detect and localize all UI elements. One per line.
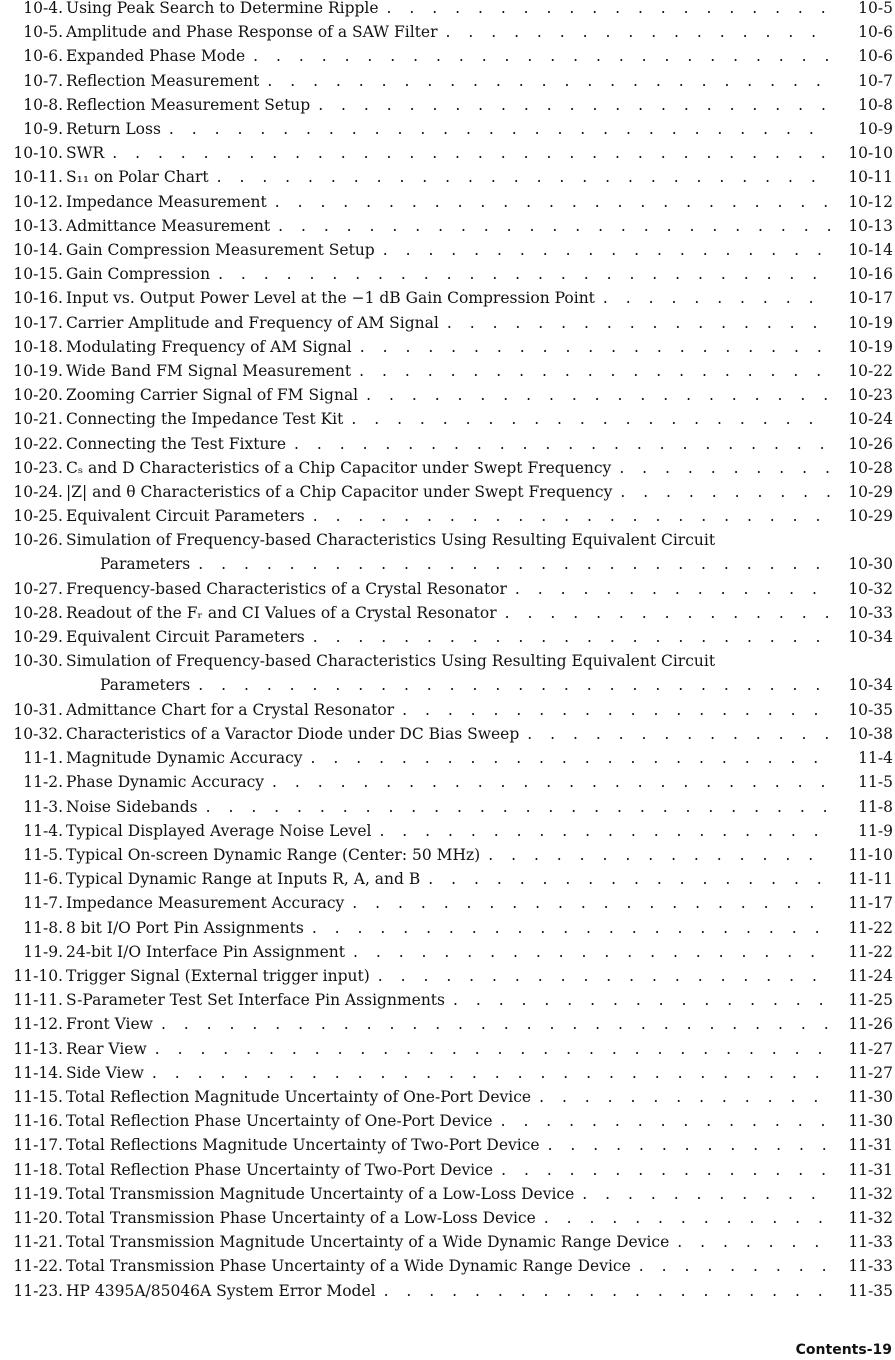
dot-leader xyxy=(66,580,832,598)
figure-number: 11-18. xyxy=(13,1160,63,1179)
page-number: 10-30 xyxy=(844,555,893,573)
dot-leader xyxy=(66,0,832,17)
page-number: 10-32 xyxy=(844,580,893,598)
toc-entry[interactable] xyxy=(0,72,895,96)
toc-entry[interactable] xyxy=(0,1064,895,1088)
figure-number: 10-24. xyxy=(13,483,63,501)
toc-entry[interactable] xyxy=(0,628,895,652)
figure-title: Return Loss xyxy=(66,120,161,138)
page-number: 11-22 xyxy=(844,919,893,937)
dot-leader xyxy=(100,676,832,694)
figure-number: 10-9. xyxy=(23,120,63,138)
figure-number: 10-19. xyxy=(13,362,63,380)
figure-number: 10-30. xyxy=(13,652,63,671)
dot-leader xyxy=(66,1088,832,1106)
figure-title: SWR xyxy=(66,144,105,163)
figure-number: 10-6. xyxy=(23,47,63,66)
figure-number: 10-29. xyxy=(13,628,63,647)
toc-entry[interactable] xyxy=(0,1088,895,1112)
page-number: 11-22 xyxy=(844,943,893,961)
figure-number: 10-8. xyxy=(23,95,63,114)
figure-title: Input vs. Output Power Level at the −1 dB Gain Compression Point xyxy=(66,289,595,308)
figure-title-continued: Parameters xyxy=(100,555,191,574)
dot-leader xyxy=(66,1233,832,1251)
figure-number: 11-19. xyxy=(13,1184,63,1203)
figure-title: Typical Displayed Average Noise Level xyxy=(66,821,372,840)
page-number: 11-35 xyxy=(844,1282,893,1300)
page-number: 10-17 xyxy=(844,289,893,307)
figure-number: 11-4. xyxy=(23,821,63,840)
toc-entry[interactable] xyxy=(0,0,895,23)
figure-title: Zooming Carrier Signal of FM Signal xyxy=(66,386,359,405)
dot-leader xyxy=(66,1161,832,1179)
toc-entry[interactable] xyxy=(0,531,895,574)
toc-entry[interactable] xyxy=(0,144,895,168)
toc-entry[interactable] xyxy=(0,23,895,47)
dot-leader xyxy=(66,1015,832,1033)
figure-title: Noise Sidebands xyxy=(66,797,198,816)
page-number: 11-32 xyxy=(844,1209,893,1227)
figure-number: 10-4. xyxy=(23,0,63,17)
page-number: 10-23 xyxy=(844,386,893,404)
figure-title: Side View xyxy=(66,1063,144,1082)
toc-entry[interactable] xyxy=(0,919,895,943)
dot-leader xyxy=(66,701,832,719)
dot-leader xyxy=(66,435,832,453)
page-number: 10-9 xyxy=(854,120,893,138)
figure-title: Total Transmission Phase Uncertainty of a Wide Dynamic Range Device xyxy=(66,1257,631,1276)
dot-leader xyxy=(66,168,832,186)
page-number: 11-33 xyxy=(844,1257,893,1275)
toc-entry[interactable] xyxy=(0,1185,895,1209)
figure-number: 10-10. xyxy=(13,144,63,163)
figure-title: Connecting the Impedance Test Kit xyxy=(66,410,344,429)
page-number: 11-25 xyxy=(844,991,893,1009)
figure-number: 10-26. xyxy=(13,531,63,550)
toc-entry[interactable] xyxy=(0,314,895,338)
figure-title: Equivalent Circuit Parameters xyxy=(66,628,305,647)
dot-leader xyxy=(66,822,832,840)
toc-entry[interactable] xyxy=(0,241,895,265)
figure-number: 11-6. xyxy=(23,870,63,889)
page-number: 10-14 xyxy=(844,241,893,259)
figure-number: 10-5. xyxy=(23,23,63,42)
toc-entry[interactable] xyxy=(0,652,895,695)
figure-number: 10-21. xyxy=(13,410,63,429)
figure-number: 11-9. xyxy=(23,942,63,961)
toc-entry[interactable] xyxy=(0,991,895,1015)
figure-title: Total Reflection Magnitude Uncertainty of One-Port Device xyxy=(66,1088,532,1106)
figure-number: 10-7. xyxy=(23,71,63,90)
figure-title: Readout of the Fᵣ and CI Values of a Crystal Resonator xyxy=(66,604,497,622)
toc-entry[interactable] xyxy=(0,894,895,918)
dot-leader xyxy=(66,314,832,332)
dot-leader xyxy=(66,773,832,791)
figure-title: Simulation of Frequency-based Characteristics Using Resulting Equivalent Circuit xyxy=(66,531,716,550)
dot-leader xyxy=(66,386,832,404)
page-number: 11-26 xyxy=(844,1015,893,1033)
figure-title: Wide Band FM Signal Measurement xyxy=(66,362,352,380)
toc-entry[interactable] xyxy=(0,773,895,797)
figure-number: 11-2. xyxy=(23,773,63,792)
dot-leader xyxy=(66,483,832,501)
dot-leader xyxy=(66,241,832,259)
figure-number: 10-22. xyxy=(13,434,63,453)
figure-number: 10-13. xyxy=(13,216,63,235)
toc-entry[interactable] xyxy=(0,1233,895,1257)
page-number: 10-28 xyxy=(844,459,893,477)
toc-entry[interactable] xyxy=(0,822,895,846)
page-number: 10-22 xyxy=(844,362,893,380)
page-number: 11-4 xyxy=(854,749,893,767)
toc-entry[interactable] xyxy=(0,604,895,628)
page-number: 11-30 xyxy=(844,1088,893,1106)
dot-leader xyxy=(66,362,832,380)
dot-leader xyxy=(66,217,832,235)
page-number: 10-7 xyxy=(854,72,893,90)
figure-title: Typical On-screen Dynamic Range (Center: 50 MHz) xyxy=(66,846,481,864)
figure-number: 11-16. xyxy=(13,1112,63,1131)
page-number: 10-35 xyxy=(844,701,893,719)
dot-leader xyxy=(66,47,832,65)
figure-number: 11-7. xyxy=(23,894,63,913)
page-number: 10-38 xyxy=(844,725,893,743)
toc-entry[interactable] xyxy=(0,725,895,749)
page-number: 11-24 xyxy=(844,967,893,985)
figure-title: S-Parameter Test Set Interface Pin Assignments xyxy=(66,991,445,1010)
figure-number: 11-22. xyxy=(13,1257,63,1276)
page-number: 11-10 xyxy=(844,846,893,864)
toc-entry[interactable] xyxy=(0,943,895,967)
figure-number: 11-3. xyxy=(23,797,63,816)
page-number: 10-6 xyxy=(854,47,893,65)
figure-number: 11-12. xyxy=(13,1015,63,1034)
figure-title: Admittance Chart for a Crystal Resonator xyxy=(66,700,395,719)
page-number: 11-31 xyxy=(844,1161,893,1179)
page-number: 11-17 xyxy=(844,894,893,912)
page-number: 11-30 xyxy=(844,1112,893,1130)
page-number: 11-32 xyxy=(844,1185,893,1203)
dot-leader xyxy=(66,1209,832,1227)
figure-title: Characteristics of a Varactor Diode under DC Bias Sweep xyxy=(66,725,520,743)
page-number: 10-24 xyxy=(844,410,893,428)
figure-number: 11-14. xyxy=(13,1063,63,1082)
figure-number: 11-1. xyxy=(23,749,63,768)
figure-number: 10-15. xyxy=(13,265,63,284)
figure-title: Total Reflection Phase Uncertainty of One-Port Device xyxy=(66,1112,493,1131)
toc-entry[interactable] xyxy=(0,846,895,870)
figure-number: 10-25. xyxy=(13,507,63,526)
dot-leader xyxy=(66,144,832,162)
figure-title: Total Transmission Magnitude Uncertainty of a Wide Dynamic Range Device xyxy=(66,1233,670,1252)
figure-title: Admittance Measurement xyxy=(66,216,271,235)
dot-leader xyxy=(66,1282,832,1300)
figure-title: Typical Dynamic Range at Inputs R, A, and B xyxy=(66,870,421,889)
figure-title-continued: Parameters xyxy=(100,676,191,695)
page-number: 11-27 xyxy=(844,1064,893,1082)
figure-title: Simulation of Frequency-based Characteristics Using Resulting Equivalent Circuit xyxy=(66,652,716,671)
dot-leader xyxy=(66,507,832,525)
figure-title: Reflection Measurement xyxy=(66,71,260,90)
page-number: 10-29 xyxy=(844,507,893,525)
figure-title: Rear View xyxy=(66,1039,147,1058)
toc-entry[interactable] xyxy=(0,870,895,894)
page-number: 10-10 xyxy=(844,144,893,162)
toc-entry[interactable] xyxy=(0,338,895,362)
toc-entry[interactable] xyxy=(0,701,895,725)
figure-title: Modulating Frequency of AM Signal xyxy=(66,337,352,356)
toc-entry[interactable] xyxy=(0,1161,895,1185)
dot-leader xyxy=(66,289,832,307)
figure-number: 10-11. xyxy=(13,168,63,187)
page-number: 10-34 xyxy=(844,628,893,646)
figure-number: 11-15. xyxy=(13,1088,63,1106)
dot-leader xyxy=(66,338,832,356)
figure-number: 10-20. xyxy=(13,386,63,405)
dot-leader xyxy=(66,725,832,743)
page-number: 10-19 xyxy=(844,338,893,356)
figure-title: Total Transmission Phase Uncertainty of a Low-Loss Device xyxy=(66,1209,536,1227)
figure-title: 24-bit I/O Interface Pin Assignment xyxy=(66,942,345,961)
dot-leader xyxy=(66,870,832,888)
dot-leader xyxy=(100,555,832,573)
toc-entry[interactable] xyxy=(0,1112,895,1136)
page-number: 11-5 xyxy=(854,773,893,791)
figure-number: 10-32. xyxy=(13,725,63,743)
figure-title: Gain Compression xyxy=(66,265,211,284)
page-number: 10-29 xyxy=(844,483,893,501)
figure-title: Reflection Measurement Setup xyxy=(66,95,311,114)
toc-entry[interactable] xyxy=(0,217,895,241)
figure-number: 11-20. xyxy=(13,1209,63,1227)
figure-title: Total Reflections Magnitude Uncertainty of Two-Port Device xyxy=(66,1136,540,1155)
toc-entry[interactable] xyxy=(0,580,895,604)
figure-number: 11-17. xyxy=(13,1136,63,1155)
toc-entry[interactable] xyxy=(0,483,895,507)
figure-number: 10-16. xyxy=(13,289,63,308)
figure-title: Cₛ and D Characteristics of a Chip Capacitor under Swept Frequency xyxy=(66,458,612,477)
page-number: 10-13 xyxy=(844,217,893,235)
toc-entry[interactable] xyxy=(0,386,895,410)
dot-leader xyxy=(66,1064,832,1082)
page-number: 11-11 xyxy=(844,870,893,888)
figure-title: HP 4395A/85046A System Error Model xyxy=(66,1281,376,1300)
figure-number: 10-18. xyxy=(13,337,63,356)
page-number: 10-34 xyxy=(844,676,893,694)
figure-number: 10-31. xyxy=(13,700,63,719)
figure-number: 11-13. xyxy=(13,1039,63,1058)
page-number: 10-8 xyxy=(854,96,893,114)
dot-leader xyxy=(66,919,832,937)
figure-number: 10-27. xyxy=(13,579,63,598)
figure-number: 10-17. xyxy=(13,313,63,332)
dot-leader xyxy=(66,894,832,912)
dot-leader xyxy=(66,193,832,211)
dot-leader xyxy=(66,265,832,283)
toc-entry[interactable] xyxy=(0,362,895,386)
figure-number: 11-11. xyxy=(13,991,63,1010)
dot-leader xyxy=(66,1257,832,1275)
figure-title: Total Transmission Magnitude Uncertainty of a Low-Loss Device xyxy=(66,1184,575,1203)
figure-title: Total Reflection Phase Uncertainty of Two-Port Device xyxy=(66,1160,494,1179)
figure-title: Trigger Signal (External trigger input) xyxy=(66,967,370,985)
toc-entry[interactable] xyxy=(0,120,895,144)
dot-leader xyxy=(66,23,832,41)
figure-title: Impedance Measurement Accuracy xyxy=(66,894,345,913)
page-number: 11-27 xyxy=(844,1040,893,1058)
figure-number: 10-12. xyxy=(13,192,63,211)
figure-number: 11-23. xyxy=(13,1281,63,1300)
dot-leader xyxy=(66,798,832,816)
dot-leader xyxy=(66,72,832,90)
dot-leader xyxy=(66,120,832,138)
toc-entry[interactable] xyxy=(0,1015,895,1039)
figure-number: 10-14. xyxy=(13,241,63,259)
toc-entry[interactable] xyxy=(0,168,895,192)
dot-leader xyxy=(66,943,832,961)
figure-title: Carrier Amplitude and Frequency of AM Signal xyxy=(66,313,439,332)
dot-leader xyxy=(66,846,832,864)
page-footer: Contents-19 xyxy=(795,1342,892,1358)
figure-title: Frequency-based Characteristics of a Crystal Resonator xyxy=(66,579,507,598)
toc-entry[interactable] xyxy=(0,798,895,822)
toc-entry[interactable] xyxy=(0,967,895,991)
toc-entry[interactable] xyxy=(0,1040,895,1064)
figure-number: 11-21. xyxy=(13,1233,63,1252)
toc-entry[interactable] xyxy=(0,193,895,217)
figure-title: Gain Compression Measurement Setup xyxy=(66,241,375,259)
page-number: 10-5 xyxy=(854,0,893,17)
figure-title: Magnitude Dynamic Accuracy xyxy=(66,749,303,768)
toc-entry[interactable] xyxy=(0,1136,895,1160)
dot-leader xyxy=(66,1185,832,1203)
figure-number: 11-5. xyxy=(23,846,63,864)
figure-number: 10-28. xyxy=(13,604,63,622)
toc-entry[interactable] xyxy=(0,459,895,483)
page-number: 10-33 xyxy=(844,604,893,622)
toc-entry[interactable] xyxy=(0,749,895,773)
page-number: 11-31 xyxy=(844,1136,893,1154)
toc-entry[interactable] xyxy=(0,96,895,120)
figure-title: S₁₁ on Polar Chart xyxy=(66,168,209,187)
page-number: 10-6 xyxy=(854,23,893,41)
dot-leader xyxy=(66,749,832,767)
toc-entry[interactable] xyxy=(0,435,895,459)
page-number: 11-8 xyxy=(854,798,893,816)
figure-title: Equivalent Circuit Parameters xyxy=(66,507,305,526)
toc-entry[interactable] xyxy=(0,1282,895,1306)
figure-number: 11-10. xyxy=(13,967,63,985)
dot-leader xyxy=(66,1112,832,1130)
dot-leader xyxy=(66,628,832,646)
page-number: 10-16 xyxy=(844,265,893,283)
page-number: 10-11 xyxy=(844,168,893,186)
figure-title: Expanded Phase Mode xyxy=(66,47,246,66)
dot-leader xyxy=(66,1040,832,1058)
dot-leader xyxy=(66,1136,832,1154)
figure-title: Front View xyxy=(66,1015,153,1034)
dot-leader xyxy=(66,459,832,477)
dot-leader xyxy=(66,96,832,114)
dot-leader xyxy=(66,410,832,428)
page-number: 10-19 xyxy=(844,314,893,332)
toc-entry[interactable] xyxy=(0,47,895,71)
page-number: 11-33 xyxy=(844,1233,893,1251)
page-number: 10-12 xyxy=(844,193,893,211)
dot-leader xyxy=(66,967,832,985)
figure-title: |Z| and θ Characteristics of a Chip Capacitor under Swept Frequency xyxy=(66,483,613,501)
dot-leader xyxy=(66,991,832,1009)
figure-title: 8 bit I/O Port Pin Assignments xyxy=(66,918,304,937)
figure-title: Impedance Measurement xyxy=(66,192,267,211)
toc-entry[interactable] xyxy=(0,410,895,434)
page-number: 11-9 xyxy=(854,822,893,840)
toc-entry[interactable] xyxy=(0,265,895,289)
figure-title: Amplitude and Phase Response of a SAW Filter xyxy=(66,23,438,42)
toc-entry[interactable] xyxy=(0,1209,895,1233)
figure-title: Phase Dynamic Accuracy xyxy=(66,773,265,792)
figure-number: 11-8. xyxy=(23,918,63,937)
figure-title: Connecting the Test Fixture xyxy=(66,434,287,453)
dot-leader xyxy=(66,604,832,622)
figure-title: Using Peak Search to Determine Ripple xyxy=(66,0,379,17)
toc-entry[interactable] xyxy=(0,1257,895,1281)
toc-entry[interactable] xyxy=(0,289,895,313)
page-number: 10-26 xyxy=(844,435,893,453)
figure-number: 10-23. xyxy=(13,458,63,477)
toc-entry[interactable] xyxy=(0,507,895,531)
